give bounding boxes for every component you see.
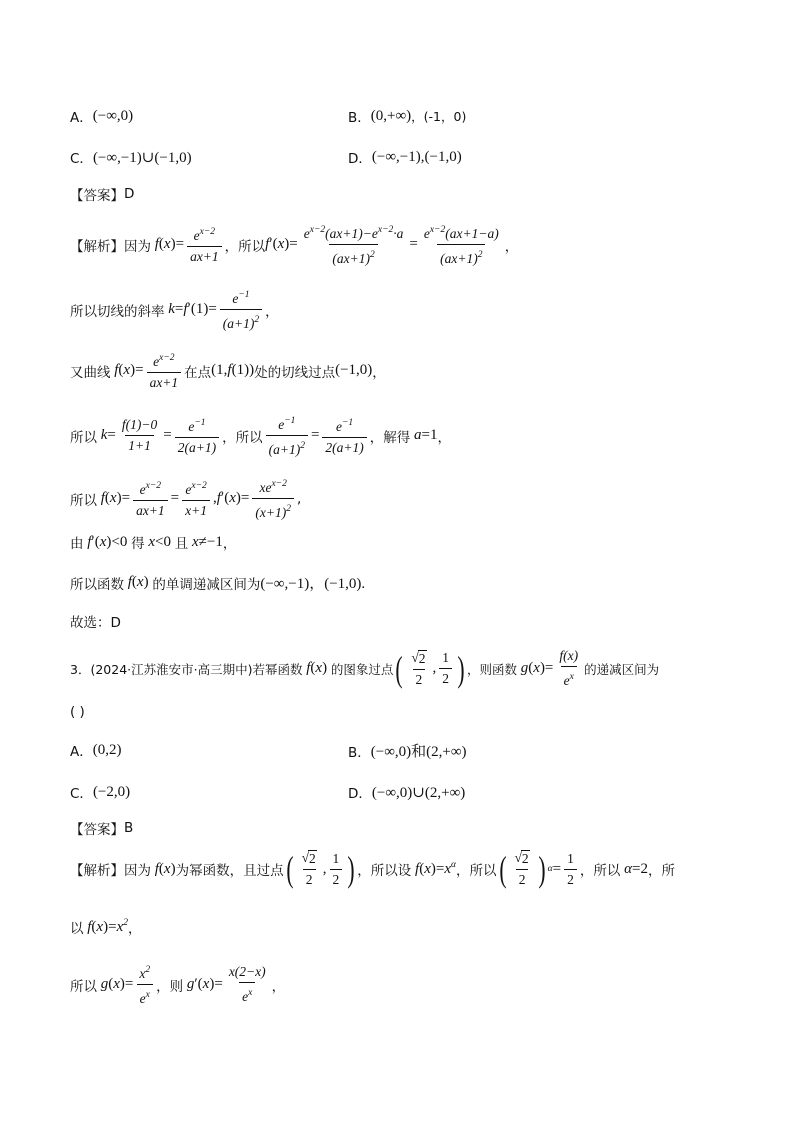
analysis-label: 【解析】 (70, 238, 124, 255)
q2-analysis-line-5: 所以 f ( x )= $\frac{e^{x-2}}{ax+1}$ = $\frac{e^{x-2}}{x+1}$ , f ′( x )= $\frac{xe^{x-2}}{(x+1)^2}$ , (70, 479, 302, 520)
text: 得 (131, 536, 145, 552)
q3-analysis-line-1: 【解析】 因为 f ( x ) 为幂函数，且过点 ( √ 2 2 , $\frac{1}{2}$ ) ，所以设 f ( x )= $x^\alpha$ ，所以 ( √ 2 2 ) α = $\frac{1}{2}$ ，所以 α =2 ，所 (70, 849, 675, 889)
q3-option-b (348, 740, 467, 761)
text: 在点 (184, 364, 212, 381)
text: 所以 (70, 492, 97, 509)
option-text: (0,2) (92, 741, 122, 758)
text: 又曲线 (70, 364, 111, 381)
option-label: D． (348, 786, 372, 802)
answer-label: 【答案】 (70, 822, 124, 838)
option-label: B． (348, 110, 371, 126)
option-label: D． (348, 151, 372, 167)
text: ，所以 (222, 429, 263, 446)
option-label: A． (70, 110, 93, 126)
analysis-label: 【解析】 (70, 863, 124, 879)
text: 的递减区间为 (584, 661, 660, 677)
answer-value: D (124, 186, 135, 202)
text: (−∞,−1)，(−1,0). (260, 576, 366, 592)
q2-option-a (70, 106, 133, 126)
text: ( ) (70, 704, 85, 720)
q2-option-d (348, 147, 462, 167)
text: 因为 (124, 863, 151, 879)
text: 所以切线的斜率 (70, 303, 165, 320)
text: ，所 (647, 863, 675, 879)
option-label: B． (348, 744, 371, 761)
q2-analysis-line-4: 所以 k = $\frac{f(1)-0}{1+1}$ = $\frac{e^{-1}}{2(a+1)}$ ，所以 $\frac{e^{-1}}{(a+1)^2}$ = $\frac{e^{-1}}{2(a+1)}$ ，解得 a =1 ， (70, 416, 451, 457)
option-text: (−∞,0)∪(2,+∞) (371, 784, 466, 801)
q2-analysis-line-3: 又曲线 f ( x )= $\frac{e^{x-2}}{ax+1}$ 在点 (1, f (1)) 处的切线过点 (−1,0) ， (70, 353, 386, 390)
option-label: C． (70, 151, 93, 167)
q3-blank (70, 704, 85, 720)
q2-option-b (348, 106, 466, 126)
option-text: (−∞,−1)∪(−1,0) (92, 149, 192, 166)
answer-label: 【答案】 (70, 188, 124, 204)
text: 由 (70, 536, 84, 552)
text: 的单调递减区间为 (152, 576, 261, 593)
answer-value: B (124, 820, 134, 836)
text: 的图象过点 (330, 661, 394, 677)
text: ，则函数 (467, 661, 518, 677)
q3-option-d (348, 782, 465, 802)
text: 所以 (70, 978, 97, 995)
option-text: (−∞,−1),(−1,0) (371, 148, 462, 165)
text: 处的切线过点 (254, 364, 336, 381)
q3-analysis-line-2: 以 f ( x )= $x^2$ ， (70, 918, 142, 937)
q2-analysis-line-7: 所以函数 f ( x ) 的单调递减区间为 (−∞,−1)，(−1,0). (70, 574, 366, 593)
text: ，所以 (579, 863, 621, 879)
text: 为幂函数，且过点 (175, 863, 284, 879)
text: 因为 (124, 238, 151, 255)
text: 所以 (70, 429, 97, 446)
q3-answer (70, 818, 133, 838)
text: ，所以 (456, 863, 497, 879)
q3-stem: 3．(2024·江苏淮安市·高三期中)若幂函数 f ( x ) 的图象过点 ( √ 2 2 , $\frac{1}{2}$ ) ，则函数 g ( x )= $\frac{f(x)}{e^x}$ 的递减区间为 (70, 648, 660, 689)
text: 故选：D (70, 615, 121, 631)
option-extra: ，(-1，0) (411, 109, 467, 124)
option-text: (−∞,0)和(2,+∞) (370, 744, 467, 760)
text: ，则 (156, 978, 184, 995)
q2-analysis-line-1: 【解析】 因为 f ( x )= $\frac{e^{x-2}}{ax+1}$ ，所以 f ′( x )= $\frac{e^{x-2}(ax+1)-e^{x-2}\cdot a}{(ax+1)^2}$ = $\frac{e^{x-2}(ax+1-a)}{(ax+1)^2}$ ， (70, 225, 519, 266)
option-label: C． (70, 786, 93, 802)
option-label: A． (70, 744, 93, 760)
text: 3．(2024·江苏淮安市·高三期中)若幂函数 (70, 661, 303, 677)
text: 且 (174, 536, 189, 552)
q2-answer (70, 184, 134, 204)
text: ，所以 (224, 238, 266, 255)
q3-option-c (70, 782, 130, 802)
option-text: (−∞,0) (92, 107, 134, 124)
text: ，解得 (369, 429, 411, 446)
text: 所以函数 (70, 576, 124, 593)
q2-option-c (70, 147, 192, 167)
q2-analysis-line-2: 所以切线的斜率 k = f ′(1)= $\frac{e^{-1}}{(a+1)^2}$ ， (70, 290, 279, 331)
q3-option-a (70, 740, 122, 760)
option-text: (−2,0) (92, 783, 131, 800)
q2-analysis-line-6: 由 f ′( x )<0 得 x <0 且 x ≠−1 ， (70, 533, 237, 552)
option-text: (0,+∞) (370, 107, 412, 124)
text: ，所以设 (357, 863, 412, 879)
q2-choose (70, 611, 121, 631)
q3-analysis-line-3: 所以 g ( x )= $\frac{x^2}{e^x}$ ，则 g ′( x )= $\frac{x(2-x)}{e^x}$ ， (70, 964, 286, 1006)
text: 以 (70, 921, 84, 937)
